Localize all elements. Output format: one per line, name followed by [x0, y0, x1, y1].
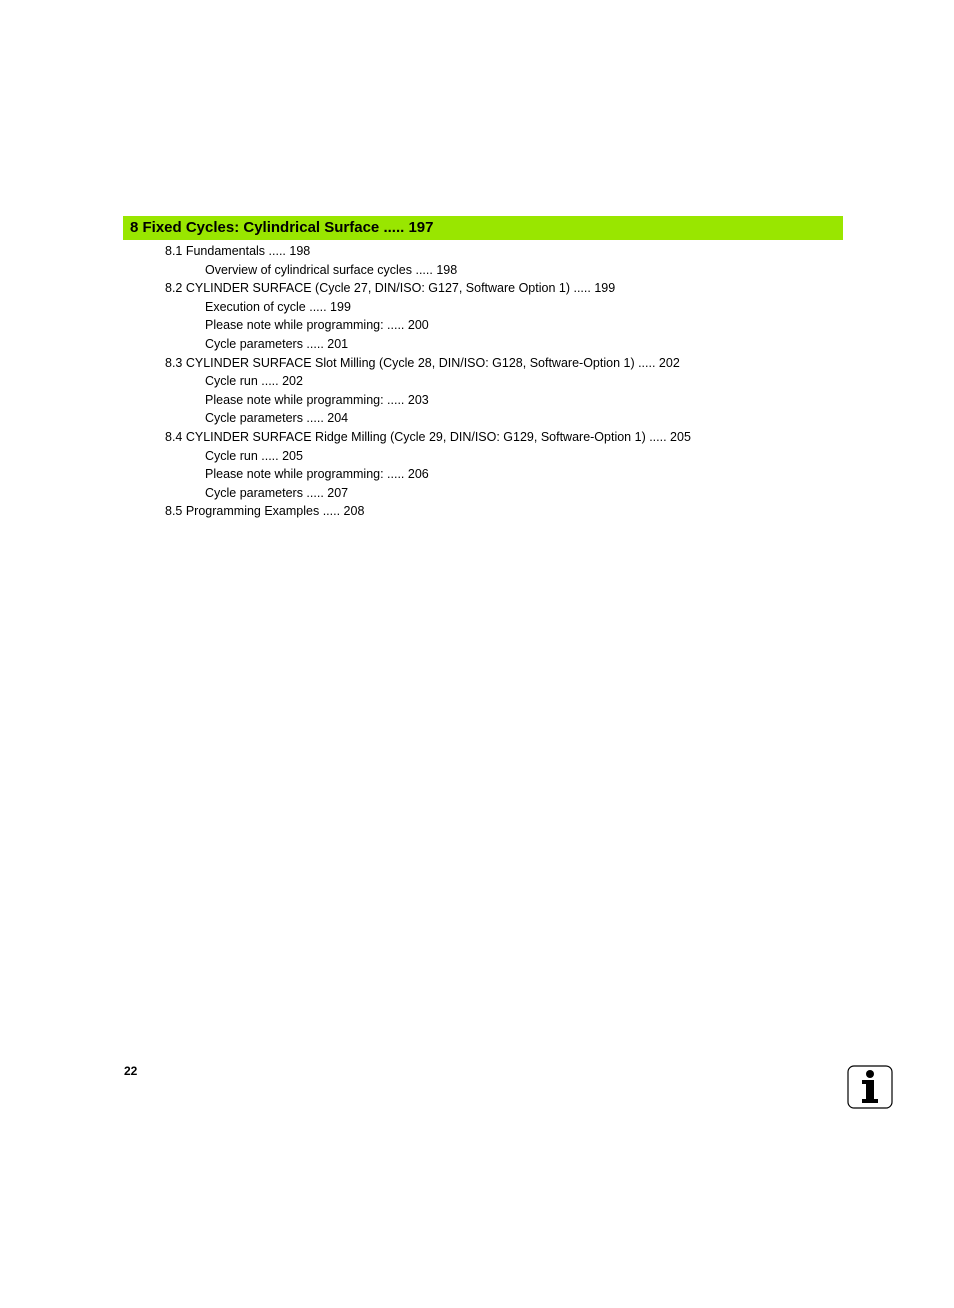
toc-subsection-entry: Cycle parameters ..... 201	[205, 337, 349, 351]
info-icon	[847, 1065, 893, 1109]
toc-section-entry: 8.5 Programming Examples ..... 208	[165, 504, 365, 519]
toc-subsection-entry: Cycle parameters ..... 207	[205, 485, 349, 500]
toc-section-entry: 8.3 CYLINDER SURFACE Slot Milling (Cycle 28, DIN/ISO: G128, Software-Option 1) ..... 202	[165, 355, 680, 370]
toc-subsection-entry: Overview of cylindrical surface cycles ..... 198	[205, 262, 458, 277]
toc-section-entry: 8.1 Fundamentals ..... 198	[165, 244, 311, 258]
toc-subsection-entry: Please note while programming: ..... 206	[205, 467, 429, 482]
toc-subsection-entry: Execution of cycle ..... 199	[205, 299, 351, 314]
toc-subsection-entry: Cycle parameters ..... 204	[205, 411, 349, 426]
toc-subsection-entry: Please note while programming: ..... 203	[205, 392, 429, 407]
toc-subsection-entry: Please note while programming: ..... 200	[205, 318, 429, 333]
toc-subsection-entry: Cycle run ..... 202	[205, 374, 303, 389]
toc-section-entry: 8.4 CYLINDER SURFACE Ridge Milling (Cycle 29, DIN/ISO: G129, Software-Option 1) ..... 205	[165, 430, 691, 444]
page-number: 22	[124, 1064, 138, 1078]
chapter-title: 8 Fixed Cycles: Cylindrical Surface ..... 197	[130, 219, 434, 236]
toc-subsection-entry: Cycle run ..... 205	[205, 448, 303, 463]
chapter-heading-bar	[123, 216, 843, 240]
toc-section-entry: 8.2 CYLINDER SURFACE (Cycle 27, DIN/ISO: G127, Software Option 1) ..... 199	[165, 281, 616, 296]
